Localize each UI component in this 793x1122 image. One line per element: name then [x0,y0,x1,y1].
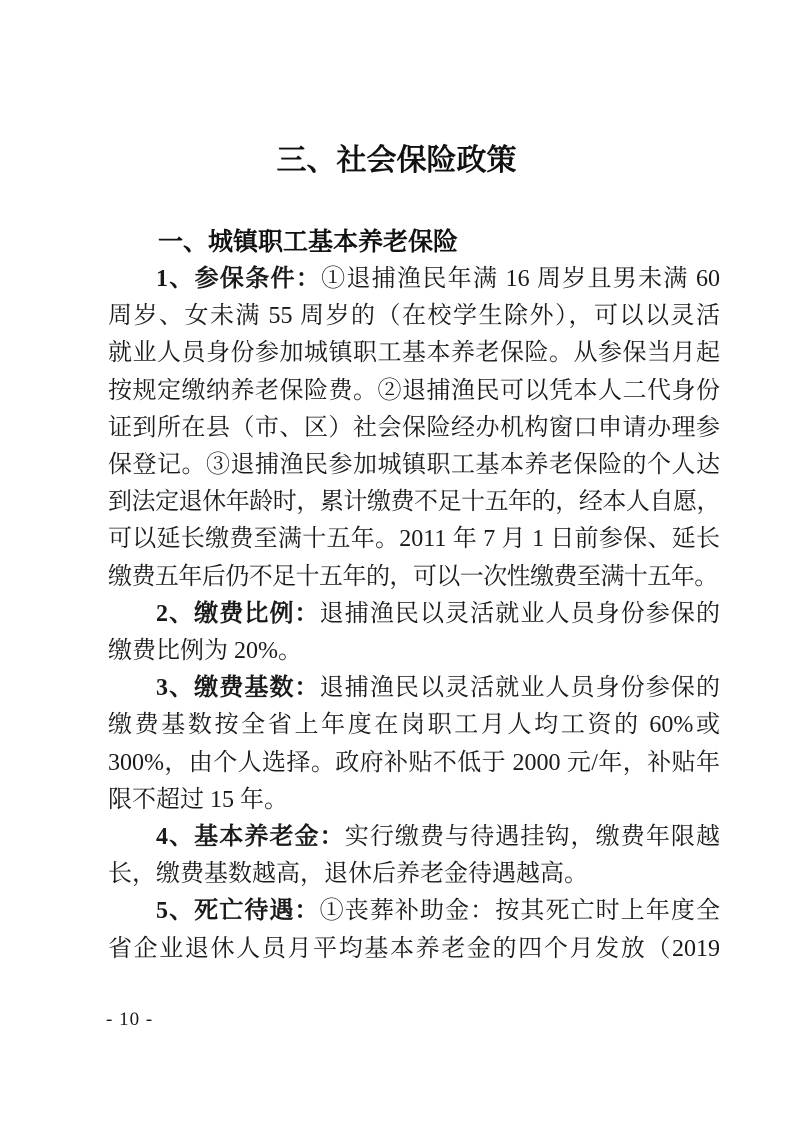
section-body [108,261,720,968]
document-content [108,224,720,968]
text-line: 就业人员身份参加城镇职工基本养老保险。从参保当月起 [108,340,720,367]
text-line: 省企业退休人员月平均基本养老金的四个月发放（2019 [108,935,720,962]
text-line: 缴费五年后仍不足十五年的，可以一次性缴费至满十五年。 [108,563,718,590]
text-line: 300%，由个人选择。政府补贴不低于 2000 元/年，补贴年 [108,749,720,776]
text-line: 到法定退休年龄时，累计缴费不足十五年的，经本人自愿， [108,489,720,516]
text-line: 5、死亡待遇：①丧葬补助金：按其死亡时上年度全 [156,898,721,925]
text-line: 按规定缴纳养老保险费。②退捕渔民可以凭本人二代身份 [108,377,720,404]
paragraph [108,261,720,596]
text-line: 限不超过 15 年。 [108,786,288,813]
text-line: 周岁、女未满 55 周岁的（在校学生除外），可以以灵活 [108,303,720,330]
paragraph-label: 2、缴费比例： [156,600,320,627]
text-line: 4、基本养老金：实行缴费与待遇挂钩，缴费年限越 [156,824,721,851]
paragraph-label: 5、死亡待遇： [156,898,320,925]
page-number: - 10 - [106,1009,154,1030]
text-line: 3、缴费基数：退捕渔民以灵活就业人员身份参保的 [156,675,721,702]
section-heading: 一、城镇职工基本养老保险 [158,228,459,256]
text-line: 缴费基数按全省上年度在岗职工月人均工资的 60%或 [108,712,720,739]
page-title: 三、社会保险政策 [276,144,517,177]
paragraph [108,670,720,819]
paragraph [108,819,720,893]
text-line: 缴费比例为 20%。 [108,638,302,665]
text-line: 1、参保条件：①退捕渔民年满 16 周岁且男未满 60 [156,266,721,292]
paragraph [108,596,720,670]
text-line: 证到所在县（市、区）社会保险经办机构窗口申请办理参 [108,414,720,441]
paragraph-label: 3、缴费基数： [156,675,320,702]
paragraph [108,893,720,967]
paragraph-label: 1、参保条件： [156,266,322,292]
text-line: 可以延长缴费至满十五年。2011 年 7 月 1 日前参保、延长 [108,526,720,553]
text-line: 2、缴费比例：退捕渔民以灵活就业人员身份参保的 [156,600,721,627]
text-line: 保登记。③退捕渔民参加城镇职工基本养老保险的个人达 [108,452,720,479]
text-line: 长，缴费基数越高，退休后养老金待遇越高。 [108,861,588,888]
paragraph-label: 4、基本养老金： [156,824,345,851]
